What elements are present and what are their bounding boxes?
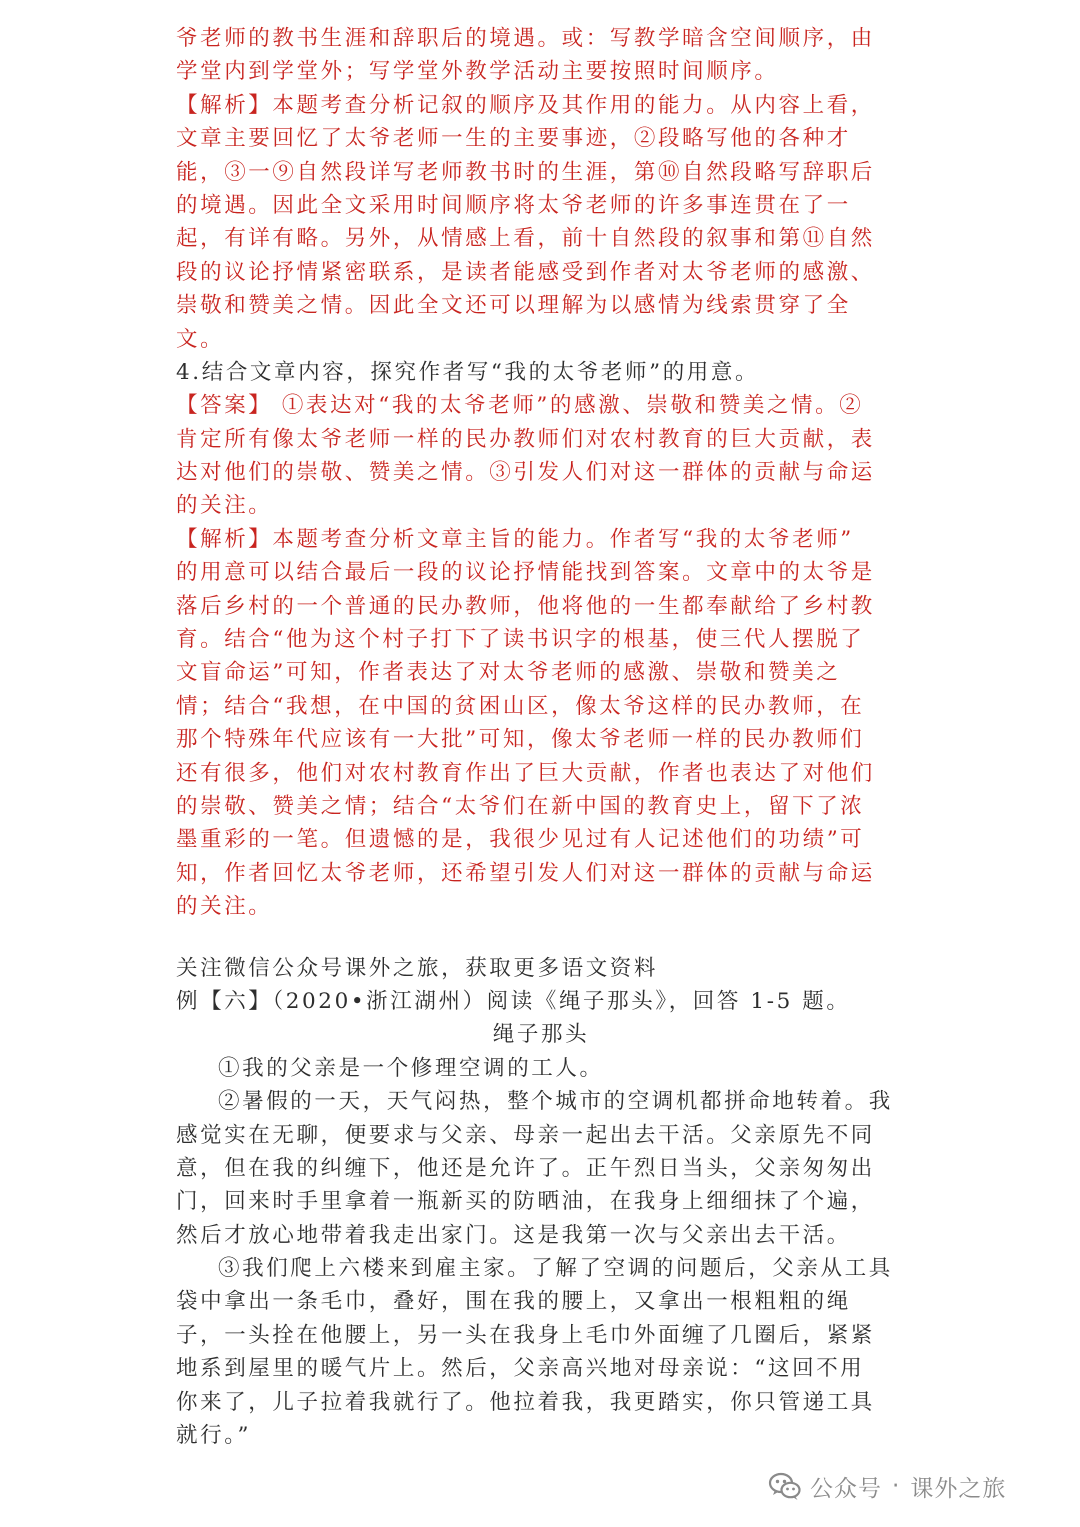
text-line: 就行。” (176, 1423, 252, 1449)
text-line: 你来了，儿子拉着我就行了。他拉着我，我更踏实，你只管递工具 (176, 1389, 875, 1415)
answer4-block (176, 389, 906, 523)
text-line: 门，回来时手里拿着一瓶新买的防晒油，在我身上细细抹了个遍， (176, 1189, 875, 1215)
text-line: 的崇敬、赞美之情；结合“太爷们在新中国的教育史上，留下了浓 (176, 793, 865, 819)
text-line: 段的议论抒情紧密联系，是读者能感受到作者对太爷老师的感激、 (176, 259, 875, 285)
text-line: 那个特殊年代应该有一大批”可知，像太爷老师一样的民办教师们 (176, 727, 865, 753)
text-line: 学堂内到学堂外；写学堂外教学活动主要按照时间顺序。 (176, 59, 779, 85)
text-line: 达对他们的崇敬、赞美之情。③引发人们对这一群体的贡献与命运 (176, 460, 875, 486)
text-line: 然后才放心地带着我走出家门。这是我第一次与父亲出去干活。 (176, 1222, 851, 1248)
analysis3-block (176, 89, 906, 356)
text-line: 的关注。 (176, 493, 273, 519)
text-line: 崇敬和赞美之情。因此全文还可以理解为以感情为线索贯穿了全 (176, 293, 851, 319)
watermark-separator: · (892, 1473, 901, 1499)
analysis4-block (176, 523, 906, 924)
document-page (176, 22, 906, 1452)
text-line: 墨重彩的一笔。但遗憾的是，我很少见过有人记述他们的功绩”可 (176, 827, 865, 853)
text-line: 能，③一⑨自然段详写老师教书时的生涯，第⑩自然段略写辞职后 (176, 159, 875, 185)
text-line: 育。结合“他为这个村子打下了读书识字的根基，使三代人摆脱了 (176, 627, 865, 653)
text-line: 意，但在我的纠缠下，他还是允许了。正午烈日当头，父亲匆匆出 (176, 1155, 875, 1181)
answer3-continuation (176, 22, 906, 89)
text-line: 地系到屋里的暖气片上。然后，父亲高兴地对母亲说：“这回不用 (176, 1356, 865, 1382)
text-line: 【答案】 ①表达对“我的太爷老师”的感激、崇敬和赞美之情。② (176, 393, 864, 419)
question-4: 4.结合文章内容，探究作者写“我的太爷老师”的用意。 (176, 359, 760, 385)
text-line: 子，一头拴在他腰上，另一头在我身上毛巾外面缠了几圈后，紧紧 (176, 1322, 875, 1348)
text-line: 起，有详有略。另外，从情感上看，前十自然段的叙事和第⑪自然 (176, 226, 875, 252)
text-line: 的境遇。因此全文采用时间顺序将太爷老师的许多事连贯在了一 (176, 192, 851, 218)
text-line: ①我的父亲是一个修理空调的工人。 (218, 1055, 604, 1081)
text-line: 文章主要回忆了太爷老师一生的主要事迹，②段略写他的各种才 (176, 126, 851, 152)
section-gap (176, 924, 906, 952)
text-line: 【解析】本题考查分析文章主旨的能力。作者写“我的太爷老师” (176, 526, 854, 552)
watermark-account: 课外之旅 (910, 1475, 1007, 1502)
text-line: ②暑假的一天，天气闷热，整个城市的空调机都拼命地转着。我 (218, 1089, 893, 1115)
text-line: 落后乡村的一个普通的民办教师，他将他的一生都奉献给了乡村教 (176, 593, 875, 619)
passage-paragraph-3 (176, 1252, 906, 1452)
text-line: 文。 (176, 326, 225, 352)
text-line: ③我们爬上六楼来到雇主家。了解了空调的问题后，父亲从工具 (218, 1256, 893, 1282)
text-line: 【解析】本题考查分析记叙的顺序及其作用的能力。从内容上看， (176, 92, 875, 118)
text-line: 袋中拿出一条毛巾，叠好，围在我的腰上，又拿出一根粗粗的绳 (176, 1289, 851, 1315)
text-line: 文盲命运”可知，作者表达了对太爷老师的感激、崇敬和赞美之 (176, 660, 841, 686)
text-line: 爷老师的教书生涯和辞职后的境遇。或：写教学暗含空间顺序，由 (176, 26, 875, 51)
passage-title: 绳子那头 (492, 1022, 590, 1048)
text-line: 肯定所有像太爷老师一样的民办教师们对农村教育的巨大贡献，表 (176, 426, 875, 452)
watermark-label: 公众号 (810, 1475, 882, 1502)
passage-paragraph-1 (176, 1052, 906, 1085)
text-line: 还有很多，他们对农村教育作出了巨大贡献，作者也表达了对他们 (176, 760, 875, 786)
wechat-icon (768, 1469, 802, 1503)
passage-paragraph-2 (176, 1085, 906, 1252)
text-line: 知，作者回忆太爷老师，还希望引发人们对这一群体的贡献与命运 (176, 860, 875, 886)
example-heading: 例【六】（2020•浙江湖州）阅读《绳子那头》，回答 1-5 题。 (176, 988, 851, 1014)
text-line: 的关注。 (176, 894, 273, 920)
text-line: 感觉实在无聊，便要求与父亲、母亲一起出去干活。父亲原先不同 (176, 1122, 875, 1148)
wechat-watermark (768, 1466, 1006, 1506)
text-line: 的用意可以结合最后一段的议论抒情能找到答案。文章中的太爷是 (176, 560, 875, 586)
text-line: 情；结合“我想，在中国的贫困山区，像太爷这样的民办教师，在 (176, 693, 865, 719)
follow-note: 关注微信公众号课外之旅，获取更多语文资料 (176, 955, 659, 981)
